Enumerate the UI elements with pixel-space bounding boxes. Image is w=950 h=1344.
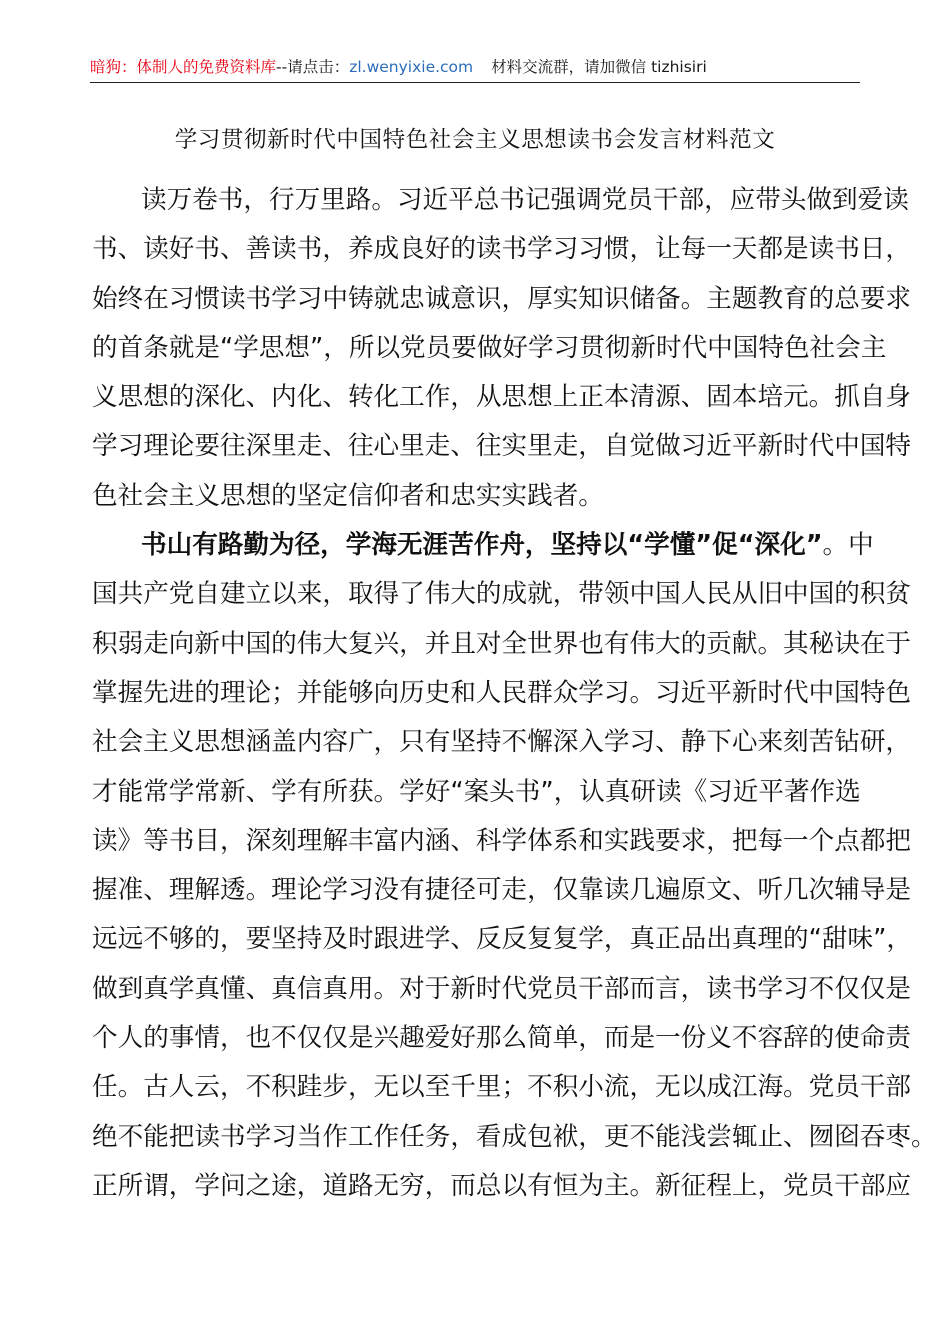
paragraph-line: 掌握先进的理论；并能够向历史和人民群众学习。习近平新时代中国特色	[92, 677, 912, 708]
paragraph-line-with-heading	[92, 521, 892, 570]
paragraph-line: 国共产党自建立以来，取得了伟大的成就，带领中国人民从旧中国的积贫	[92, 579, 912, 610]
paragraph-line: 读万卷书，行万里路。习近平总书记强调党员干部，应带头做到爱读	[141, 185, 909, 215]
paragraph-line: 个人的事情，也不仅仅是兴趣爱好那么简单，而是一份义不容辞的使命责	[92, 1023, 912, 1054]
paragraph-line: 做到真学真懂、真信真用。对于新时代党员干部而言，读书学习不仅仅是	[92, 973, 912, 1004]
paragraph-line: 正所谓，学问之途，道路无穷，而总以有恒为主。新征程上，党员干部应	[92, 1170, 912, 1201]
paragraph-line: 握准、理解透。理论学习没有捷径可走，仅靠读几遍原文、听几次辅导是	[92, 875, 912, 906]
paragraph-line: 任。古人云，不积跬步，无以至千里；不积小流，无以成江海。党员干部	[92, 1072, 912, 1103]
document-title: 学习贯彻新时代中国特色社会主义思想读书会发言材料范文	[174, 127, 776, 153]
document-body	[92, 176, 937, 1211]
section-heading: 书山有路勤为径，学海无涯苦作舟，坚持以“学懂”促“深化”	[141, 530, 823, 561]
paragraph-line: 的首条就是“学思想”，所以党员要做好学习贯彻新时代中国特色社会主	[92, 332, 887, 363]
paragraph-line: 才能常学常新、学有所获。学好“案头书”，认真研读《习近平著作选	[92, 776, 861, 807]
paragraph-line: 学习理论要往深里走、往心里走、往实里走，自觉做习近平新时代中国特	[92, 431, 912, 462]
header-url-link[interactable]: zl.wenyixie.com	[349, 58, 474, 76]
paragraph-line: 。中	[822, 530, 874, 561]
paragraph-line: 远远不够的，要坚持及时跟进学、反反复复学，真正品出真理的“甜味”，	[92, 924, 912, 955]
header-contact: 材料交流群，请加微信 tizhisiri	[491, 58, 707, 76]
paragraph-line: 义思想的深化、内化、转化工作，从思想上正本清源、固本培元。抓自身	[92, 382, 912, 413]
header-click-prefix: --请点击：	[276, 58, 350, 76]
header-divider	[90, 82, 860, 83]
paragraph-line: 书、读好书、善读书，养成良好的读书学习习惯，让每一天都是读书日，	[92, 234, 912, 265]
paragraph-line: 色社会主义思想的坚定信仰者和忠实实践者。	[92, 480, 604, 511]
paragraph-line: 积弱走向新中国的伟大复兴，并且对全世界也有伟大的贡献。其秘诀在于	[92, 628, 912, 659]
paragraph-line: 社会主义思想涵盖内容广，只有坚持不懈深入学习、静下心来刻苦钻研，	[92, 727, 912, 758]
paragraph-line: 始终在习惯读书学习中铸就忠诚意识，厚实知识储备。主题教育的总要求	[92, 283, 912, 314]
paragraph-line: 绝不能把读书学习当作工作任务，看成包袱，更不能浅尝辄止、囫囵吞枣。	[92, 1121, 937, 1152]
paragraph-line: 读》等书目，深刻理解丰富内涵、科学体系和实践要求，把每一个点都把	[92, 825, 912, 856]
page-header	[90, 56, 860, 82]
header-brand: 暗狗：体制人的免费资料库	[90, 58, 277, 76]
